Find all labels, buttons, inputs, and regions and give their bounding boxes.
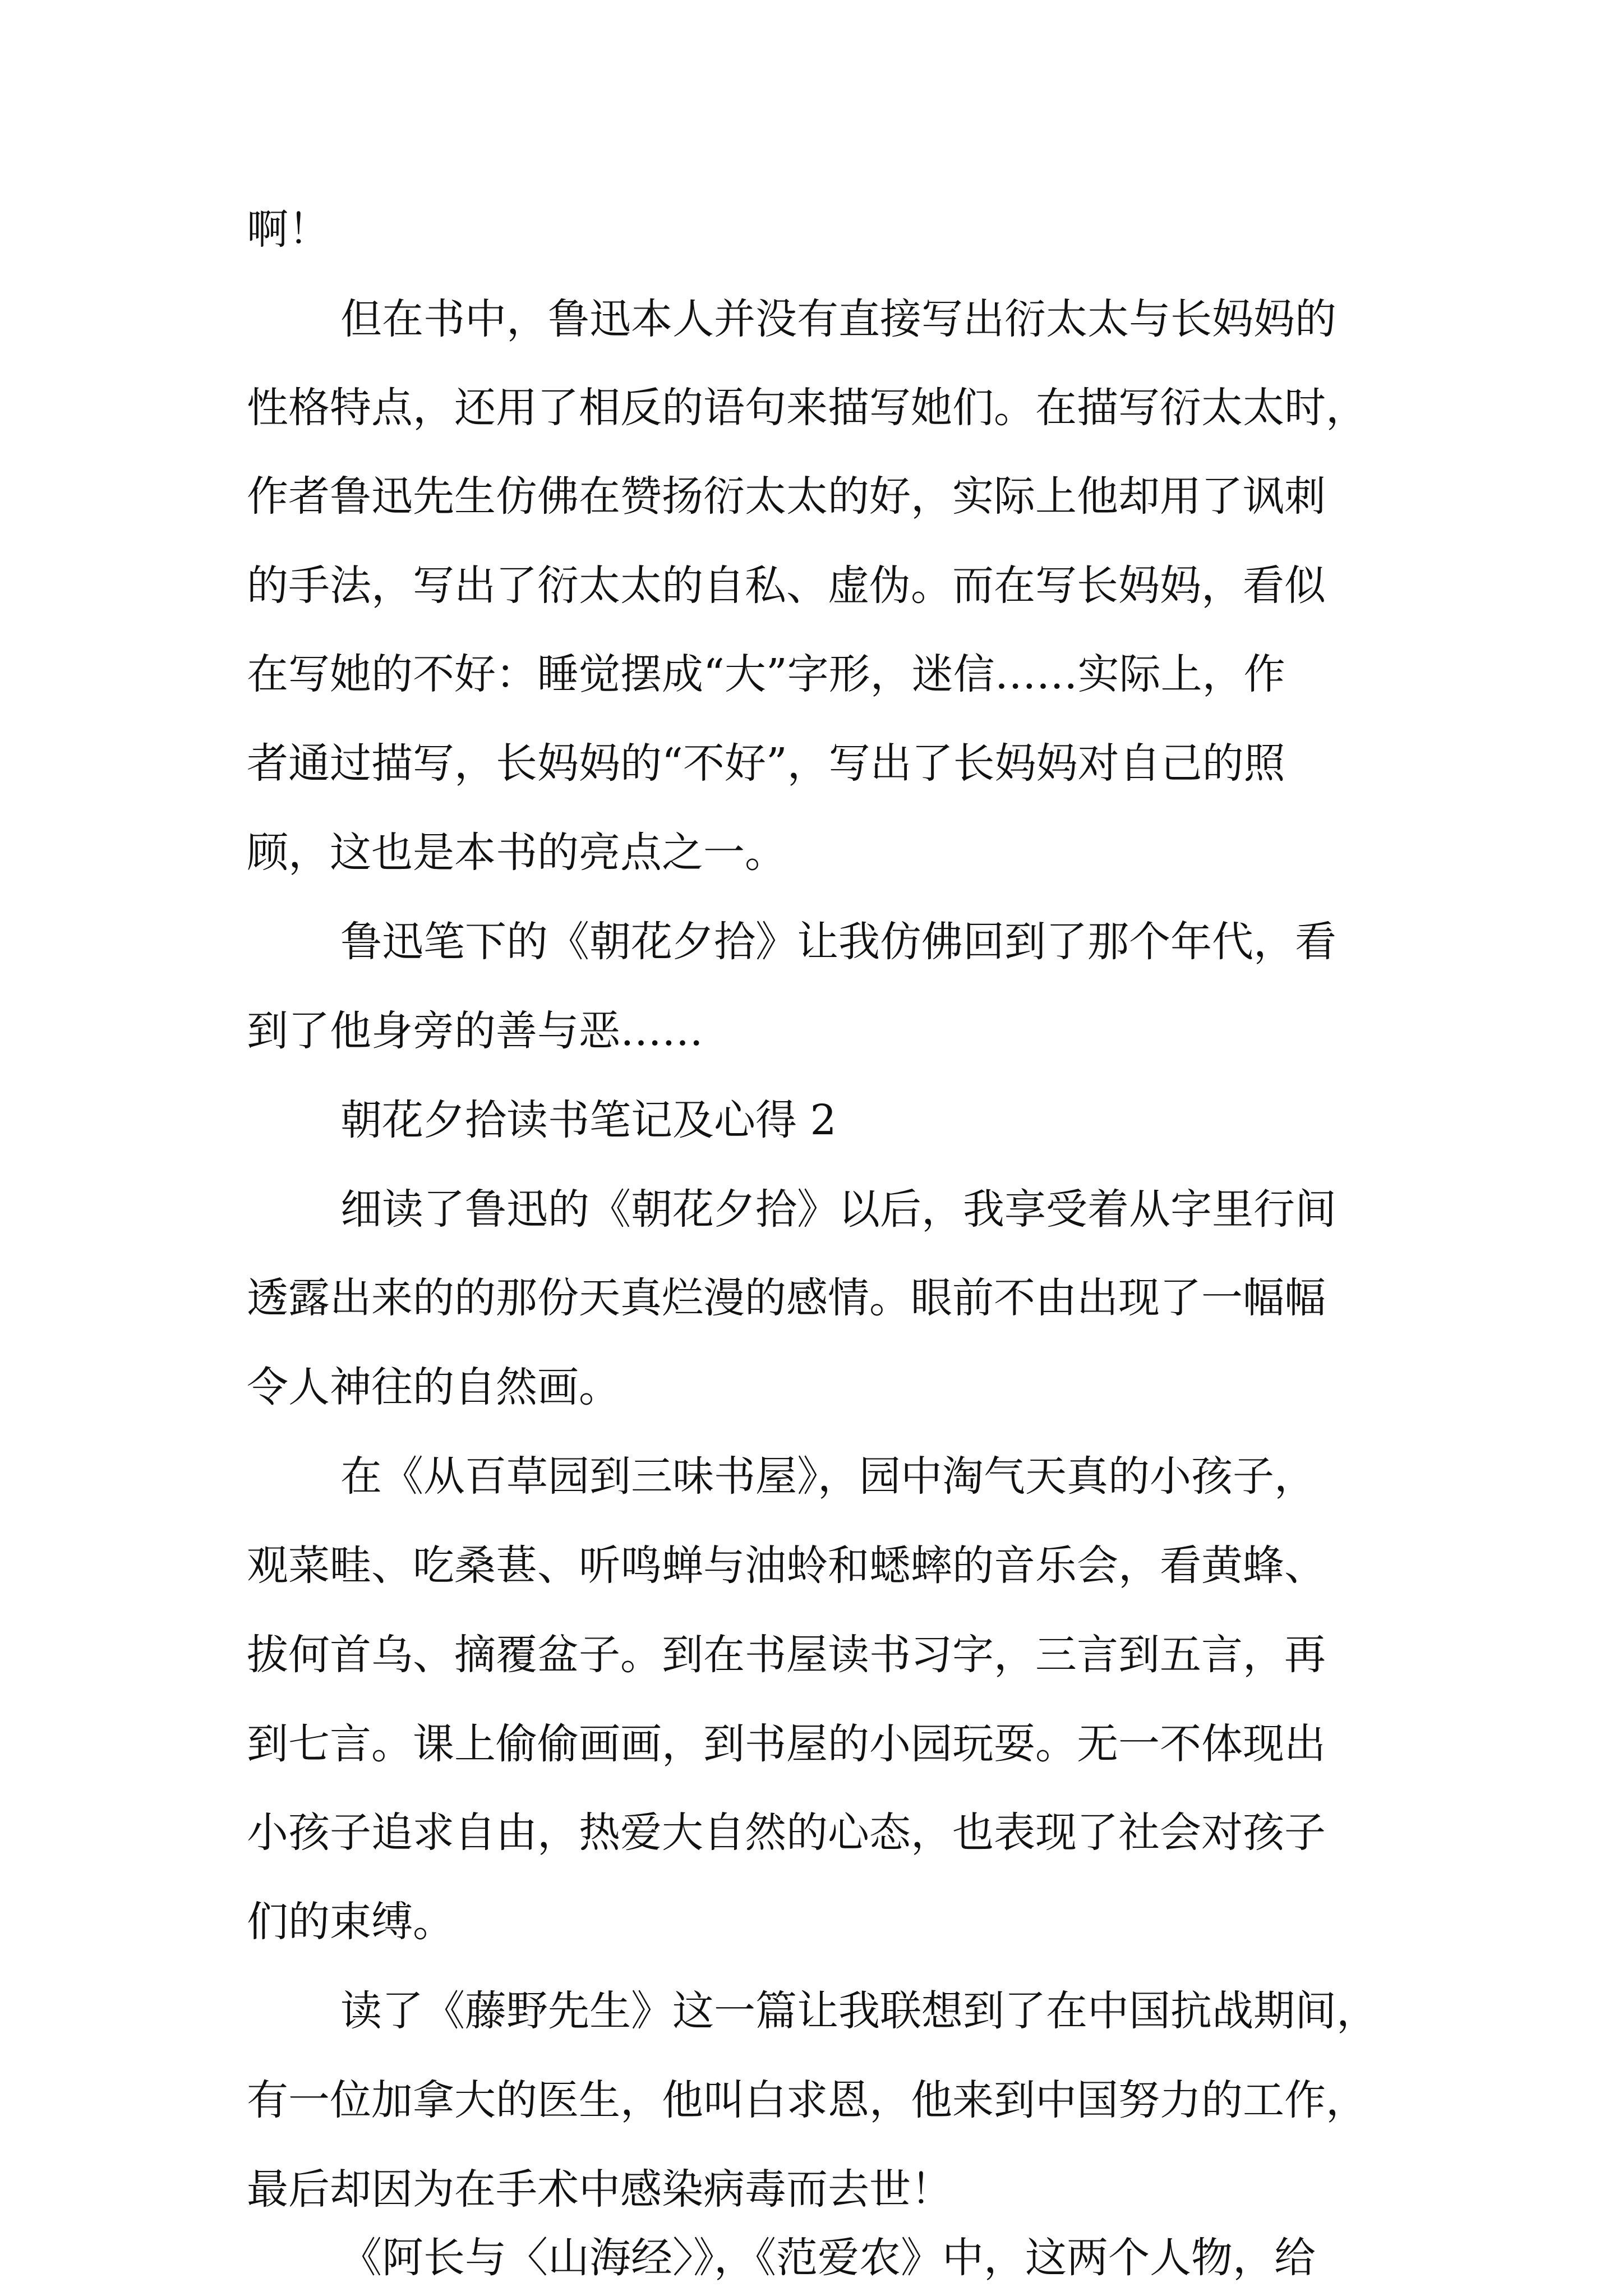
text-line: 读了《藤野先生》这一篇让我联想到了在中国抗战期间， bbox=[340, 1987, 1378, 2035]
text-line: 拔何首乌、摘覆盆子。到在书屋读书习字，三言到五言，再 bbox=[247, 1631, 1326, 1679]
text-line: 们的束缚。 bbox=[247, 1898, 454, 1946]
text-line: 的手法，写出了衍太太的自私、虚伪。而在写长妈妈，看似 bbox=[247, 562, 1326, 610]
text-line: 最后却因为在手术中感染病毒而去世！ bbox=[247, 2165, 952, 2214]
text-line: 观菜畦、吃桑葚、听鸣蝉与油蛉和蟋蟀的音乐会，看黄蜂、 bbox=[247, 1542, 1326, 1590]
text-line: 但在书中，鲁迅本人并没有直接写出衍太太与长妈妈的 bbox=[340, 295, 1336, 343]
text-line: 作者鲁迅先生仿佛在赞扬衍太太的好，实际上他却用了讽刺 bbox=[247, 472, 1326, 521]
text-line: 有一位加拿大的医生，他叫白求恩，他来到中国努力的工作， bbox=[247, 2076, 1367, 2124]
text-line: 到了他身旁的善与恶…… bbox=[247, 1007, 703, 1055]
text-line: 啊！ bbox=[247, 205, 330, 254]
text-line: 小孩子追求自由，热爱大自然的心态，也表现了社会对孩子 bbox=[247, 1809, 1326, 1857]
text-line: 顾，这也是本书的亮点之一。 bbox=[247, 829, 786, 877]
text-line: 《阿长与〈山海经〉》，《范爱农》中，这两个人物，给 bbox=[340, 2234, 1316, 2282]
text-line: 细读了鲁迅的《朝花夕拾》以后，我享受着从字里行间 bbox=[340, 1185, 1336, 1234]
text-line: 在写她的不好：睡觉摆成“大”字形，迷信……实际上，作 bbox=[247, 650, 1285, 698]
text-line: 透露出来的的那份天真烂漫的感情。眼前不由出现了一幅幅 bbox=[247, 1274, 1326, 1322]
text-line: 到七言。课上偷偷画画，到书屋的小园玩耍。无一不体现出 bbox=[247, 1720, 1326, 1768]
text-line: 鲁迅笔下的《朝花夕拾》让我仿佛回到了那个年代，看 bbox=[340, 918, 1336, 966]
text-line: 在《从百草园到三味书屋》，园中淘气天真的小孩子， bbox=[340, 1452, 1316, 1501]
section-heading: 朝花夕拾读书笔记及心得 2 bbox=[340, 1096, 837, 1144]
text-line: 令人神往的自然画。 bbox=[247, 1363, 620, 1411]
text-line: 者通过描写，长妈妈的“不好”，写出了长妈妈对自己的照 bbox=[247, 739, 1285, 788]
text-line: 性格特点，还用了相反的语句来描写她们。在描写衍太太时， bbox=[247, 384, 1367, 432]
